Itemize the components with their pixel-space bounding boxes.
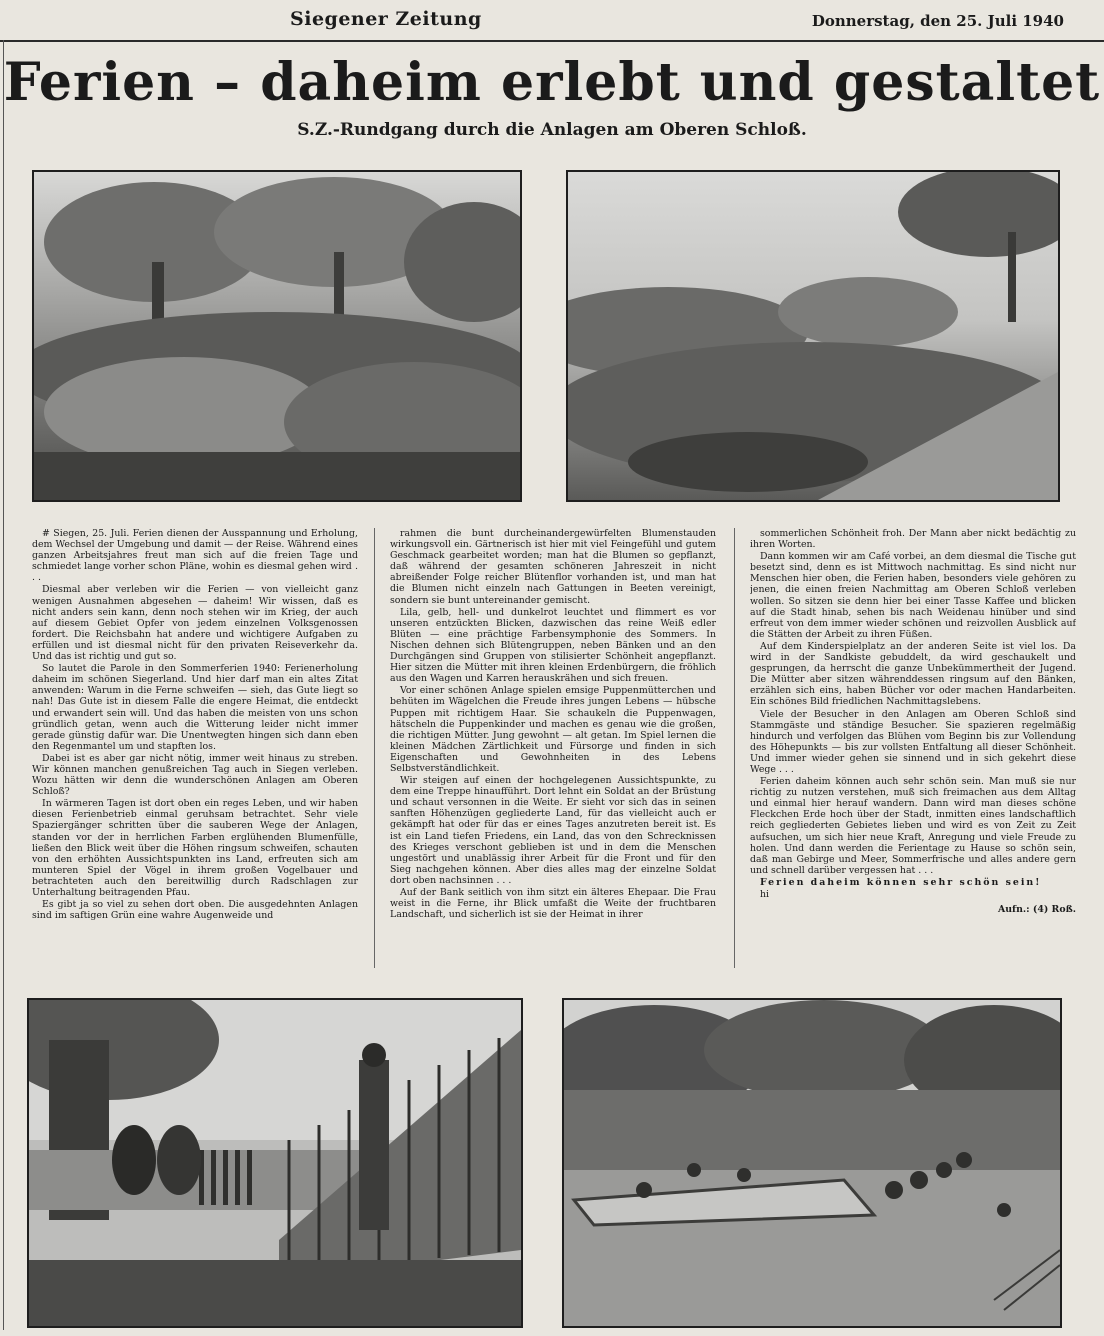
masthead [0,0,1104,42]
article-column-1 [32,528,358,968]
newspaper-name: Siegener Zeitung [290,8,482,30]
paragraph: So lautet die Parole in den Sommerferien 1940: Ferienerholung daheim im schönen Siegerland. Und hier darf man ein altes Zitat anwenden: Warum in die Ferne schweifen — sieh, das Gute liegt so nah! Das Gute ist in diesem Falle die engere Heimat, die entdeckt und erwandert sein will. Und das haben die meisten von uns schon gründlich getan, wenn auch die Witterung leider nicht immer gerade günstig dafür war. Die Unentwegten hingen sich dann eben den Regenmantel um und stapften los. [32,663,358,752]
paragraph: Wir steigen auf einen der hochgelegenen Aussichtspunkte, zu dem eine Treppe hinaufführt. Dort lehnt ein Soldat an der Brüstung und schaut versonnen in die Weite. Er sieht vor sich das in seinen sanften Höhenzügen gegliederte Land, für das vielleicht auch er gekämpft hat oder für das er eines Tages anzutreten bereit ist. Es ist ein Land tiefen Friedens, ein Land, das von den Schrecknissen des Krieges verschont geblieben ist und in dem die Menschen ungestört und unablässig ihrer Arbeit für die Front und für den Sieg nachgehen können. Aber dies alles mag der einzelne Soldat dort oben nachsinnen . . . [390,775,716,886]
paragraph: Ferien daheim können auch sehr schön sein. Man muß sie nur richtig zu nutzen verstehen, muß sich freimachen aus dem Alltag und einmal hier herauf wandern. Dann wird man dieses schöne Fleckchen Erde hoch über der Stadt, inmitten eines landschaftlich reich gegliederten Gebietes lieben und wird es von Zeit zu Zeit aufsuchen, um sich hier neue Kraft, Anregung und viele Freude zu holen. Und dann werden die Ferientage zu Hause so schön sein, daß man Gebirge und Meer, Sommerfrische und alles andere gern und schnell darüber vergessen hat . . . [750,776,1076,876]
photo-credit: Aufn.: (4) Roß. [997,904,1076,916]
photo-flower-beds-trees [32,170,522,502]
paragraph: # Siegen, 25. Juli. Ferien dienen der Ausspannung und Erholung, dem Wechsel der Umgebung und damit — der Reise. Während eines ganzen Arbeitsjahres freut man sich auf die freien Tage und schmiedet lange vorher schon Pläne, wohin es diesmal gehen wird . . . [32,528,358,584]
paragraph: In wärmeren Tagen ist dort oben ein reges Leben, und wir haben diesen Ferienbetrieb einmal geruhsam betrachtet. Sehr viele Spaziergänger schritten über die sauberen Wege der Anlagen, standen vor der in herrlichen Farben erglühenden Blumenfülle, ließen den Blick weit über die Höhen ringsum schweifen, schauten von den erhöhten Aussichtspunkten ins Land, erfreuten sich am munteren Spiel der Vögel in ihrem großen Vogelbauer und betrachteten auch den bereitwillig durch Radschlagen zur Unterhaltung beitragenden Pfau. [32,798,358,898]
paragraph: Es gibt ja so viel zu sehen dort oben. Die ausgedehnten Anlagen sind im saftigen Grün eine wahre Augenweide und [32,899,358,922]
column-rule [734,528,735,968]
photo-garden-landscape [566,170,1060,502]
paragraph: Diesmal aber verleben wir die Ferien — von vielleicht ganz wenigen Ausnahmen abgesehen — daheim! Wir wissen, daß es nicht anders sein kann, denn noch stehen wir im Krieg, der auch auf diesem Gebiet Opfer von jedem einzelnen Volksgenossen fordert. Die Reichsbahn hat andere und wichtigere Aufgaben zu erfüllen und ist diesmal nicht für den privaten Reiseverkehr da. Und das ist richtig und gut so. [32,584,358,663]
paragraph: Auf dem Kinderspielplatz an der anderen Seite ist viel los. Da wird in der Sandkiste gebuddelt, da wird geschaukelt und gesprungen, da herrscht die ganze Unbekümmertheit der Jugend. Die Mütter aber sitzen währenddessen ringsum auf den Bänken, erzählen sich eins, haben Bücher vor oder machen Handarbeiten. Ein schönes Bild friedlichen Nachmittagslebens. [750,640,1076,708]
headline: Ferien – daheim erlebt und gestaltet [3,52,1101,113]
paragraph: Dabei ist es aber gar nicht nötig, immer weit hinaus zu streben. Wir können manchen genußreichen Tag auch in Siegen verleben. Wozu hätten wir denn die wunderschönen Anlagen am Oberen Schloß? [32,752,358,798]
article-column-2 [390,528,716,968]
paragraph: Auf der Bank seitlich von ihm sitzt ein älteres Ehepaar. Die Frau weist in die Ferne, ihr Blick umfaßt die Weite der fruchtbaren Landschaft, und sicherlich ist sie der Heimat in ihrer [390,887,716,921]
issue-date: Donnerstag, den 25. Juli 1940 [811,12,1064,30]
paragraph: sommerlichen Schönheit froh. Der Mann aber nickt bedächtig zu ihren Worten. [750,528,1076,551]
column-rule [374,528,375,968]
paragraph: Vor einer schönen Anlage spielen emsige Puppenmütterchen und behüten im Wägelchen die Freude ihres jungen Lebens — hübsche Puppen mit richtigem Haar. Sie schaukeln die Puppenwagen, hätscheln die Puppenkinder und machen es genau wie die großen, die richtigen Mütter. Jung gewohnt — alt getan. Im Spiel lernen die kleinen Mädchen Zärtlichkeit und Fürsorge und finden in sich Eigenschaften und Gewohnheiten in des Lebens Selbstverständlichkeit. [390,685,716,774]
paragraph: Viele der Besucher in den Anlagen am Oberen Schloß sind Stammgäste und ständige Besucher. Sie spazieren regelmäßig hindurch und verfolgen das Blühen vom Beginn bis zur Vollendung des Höhepunkts — bis zur vollsten Entfaltung all dieser Schönheit. Und immer wieder gehen sie sinnend und in sich gekehrt diese Wege . . . [750,708,1076,775]
paragraph: Dann kommen wir am Café vorbei, an dem diesmal die Tische gut besetzt sind, denn es ist Mittwoch nachmittag. Es sind nicht nur Menschen hier oben, die Ferien haben, besonders viele gehören zu jenen, die einen freien Nachmittag am Oberen Schloß verleben wollen. So sitzen sie denn hier bei einer Tasse Kaffee und blicken auf die Stadt hinab, sehen bis nach Weidenau hinüber und sind erfreut von dem immer wieder schönen und reizvollen Ausblick auf die Stätten der Arbeit zu ihren Füßen. [750,551,1076,640]
article-body [32,528,1084,968]
article-column-3 [750,528,1076,968]
paragraph: Lila, gelb, hell- und dunkelrot leuchtet und flimmert es vor unseren entzückten Blicken, dazwischen das reine Weiß edler Blüten — eine prächtige Farbensymphonie des Sommers. In Nischen dehnen sich Blütengruppen, neben Bänken und an den Durchgängen sind Gruppen von stilisierter Schönheit angepflanzt. Hier sitzen die Mütter mit ihren kleinen Erdenbürgern, die fröhlich aus den Wagen und Karren herauskrähen und sich freuen. [390,606,716,685]
photo-lookout-soldier [27,998,523,1328]
photo-playground-sandbox [562,998,1062,1328]
left-margin-rule [3,40,4,1330]
paragraph: hi [760,889,770,900]
paragraph: rahmen die bunt durcheinandergewürfelten Blumenstauden wirkungsvoll ein. Gärtnerisch ist hier mit viel Feingefühl und gutem Geschmack gearbeitet worden; man hat die Blumen so gepflanzt, daß während der gesamten schöneren Jahreszeit in nicht abreißender Folge reicher Blütenflor vorhanden ist, und man hat die Blumen nicht einzeln nach Gattungen in Beeten vereinigt, sondern sie bunt untereinander gemischt. [390,528,716,606]
subheadline: S.Z.-Rundgang durch die Anlagen am Oberen Schloß. [297,120,807,140]
closing-line: Ferien daheim können sehr schön sein! [760,876,1042,888]
